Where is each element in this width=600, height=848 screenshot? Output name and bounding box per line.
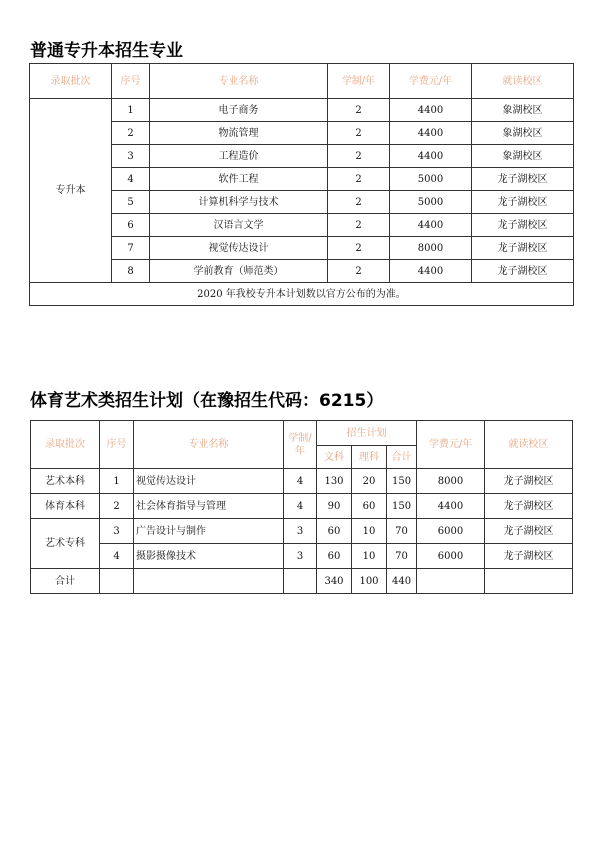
header-science: 理科 bbox=[352, 446, 387, 469]
undergrad-upgrade-table bbox=[29, 63, 574, 306]
header-major: 专业名称 bbox=[150, 64, 328, 99]
no-cell: 4 bbox=[112, 168, 150, 191]
duration-cell: 2 bbox=[328, 99, 390, 122]
sum-label: 合计 bbox=[31, 569, 100, 594]
fee-cell: 4400 bbox=[390, 145, 472, 168]
fee-cell: 6000 bbox=[417, 519, 485, 544]
duration-cell: 2 bbox=[328, 168, 390, 191]
table-row bbox=[30, 122, 574, 145]
empty-cell bbox=[284, 569, 317, 594]
campus-cell: 龙子湖校区 bbox=[472, 168, 574, 191]
campus-cell: 龙子湖校区 bbox=[472, 214, 574, 237]
table-row bbox=[30, 99, 574, 122]
table-row bbox=[30, 260, 574, 283]
header-duration: 学制/年 bbox=[328, 64, 390, 99]
major-cell: 学前教育（师范类） bbox=[150, 260, 328, 283]
total-cell: 70 bbox=[387, 544, 417, 569]
header-batch: 录取批次 bbox=[31, 421, 100, 469]
campus-cell: 龙子湖校区 bbox=[485, 519, 573, 544]
no-cell: 6 bbox=[112, 214, 150, 237]
duration-cell: 2 bbox=[328, 191, 390, 214]
fee-cell: 4400 bbox=[390, 260, 472, 283]
batch-cell: 艺术专科 bbox=[31, 519, 100, 569]
header-no: 序号 bbox=[100, 421, 134, 469]
table-row bbox=[30, 214, 574, 237]
arts-cell: 60 bbox=[317, 544, 352, 569]
header-fee: 学费元/年 bbox=[417, 421, 485, 469]
sports-art-table bbox=[30, 420, 573, 594]
major-cell: 视觉传达设计 bbox=[134, 469, 284, 494]
major-cell: 视觉传达设计 bbox=[150, 237, 328, 260]
duration-cell: 4 bbox=[284, 494, 317, 519]
fee-cell: 6000 bbox=[417, 544, 485, 569]
total-cell: 150 bbox=[387, 494, 417, 519]
major-cell: 社会体育指导与管理 bbox=[134, 494, 284, 519]
fee-cell: 8000 bbox=[390, 237, 472, 260]
empty-cell bbox=[417, 569, 485, 594]
duration-cell: 2 bbox=[328, 260, 390, 283]
fee-cell: 4400 bbox=[390, 99, 472, 122]
major-cell: 软件工程 bbox=[150, 168, 328, 191]
no-cell: 2 bbox=[112, 122, 150, 145]
duration-cell: 3 bbox=[284, 544, 317, 569]
empty-cell bbox=[100, 569, 134, 594]
campus-cell: 龙子湖校区 bbox=[472, 260, 574, 283]
table-row bbox=[30, 145, 574, 168]
major-cell: 摄影摄像技术 bbox=[134, 544, 284, 569]
major-cell: 广告设计与制作 bbox=[134, 519, 284, 544]
fee-cell: 5000 bbox=[390, 168, 472, 191]
duration-cell: 2 bbox=[328, 237, 390, 260]
campus-cell: 龙子湖校区 bbox=[472, 237, 574, 260]
table-row bbox=[31, 544, 573, 569]
table-row bbox=[31, 494, 573, 519]
note-row bbox=[30, 283, 574, 306]
science-cell: 60 bbox=[352, 494, 387, 519]
fee-cell: 8000 bbox=[417, 469, 485, 494]
no-cell: 4 bbox=[100, 544, 134, 569]
campus-cell: 龙子湖校区 bbox=[485, 494, 573, 519]
batch-cell: 艺术本科 bbox=[31, 469, 100, 494]
major-cell: 汉语言文学 bbox=[150, 214, 328, 237]
header-fee: 学费元/年 bbox=[390, 64, 472, 99]
science-cell: 10 bbox=[352, 544, 387, 569]
sum-row bbox=[31, 569, 573, 594]
no-cell: 2 bbox=[100, 494, 134, 519]
section2-title: 体育艺术类招生计划（在豫招生代码：6215） bbox=[30, 391, 384, 411]
table-header-row bbox=[31, 421, 573, 446]
science-cell: 20 bbox=[352, 469, 387, 494]
major-cell: 电子商务 bbox=[150, 99, 328, 122]
major-cell: 计算机科学与技术 bbox=[150, 191, 328, 214]
table-row bbox=[30, 191, 574, 214]
note-cell: 2020 年我校专升本计划数以官方公布的为准。 bbox=[30, 283, 574, 306]
header-major: 专业名称 bbox=[134, 421, 284, 469]
fee-cell: 4400 bbox=[390, 122, 472, 145]
no-cell: 3 bbox=[112, 145, 150, 168]
header-no: 序号 bbox=[112, 64, 150, 99]
table-row bbox=[31, 469, 573, 494]
campus-cell: 龙子湖校区 bbox=[485, 469, 573, 494]
total-cell: 150 bbox=[387, 469, 417, 494]
header-duration: 学制/年 bbox=[284, 421, 317, 469]
fee-cell: 5000 bbox=[390, 191, 472, 214]
no-cell: 1 bbox=[112, 99, 150, 122]
duration-cell: 2 bbox=[328, 214, 390, 237]
campus-cell: 象湖校区 bbox=[472, 145, 574, 168]
header-arts: 文科 bbox=[317, 446, 352, 469]
header-plan: 招生计划 bbox=[317, 421, 417, 446]
no-cell: 5 bbox=[112, 191, 150, 214]
duration-cell: 2 bbox=[328, 145, 390, 168]
no-cell: 3 bbox=[100, 519, 134, 544]
campus-cell: 龙子湖校区 bbox=[485, 544, 573, 569]
major-cell: 物流管理 bbox=[150, 122, 328, 145]
duration-cell: 2 bbox=[328, 122, 390, 145]
fee-cell: 4400 bbox=[417, 494, 485, 519]
header-total: 合计 bbox=[387, 446, 417, 469]
header-campus: 就读校区 bbox=[472, 64, 574, 99]
campus-cell: 象湖校区 bbox=[472, 122, 574, 145]
empty-cell bbox=[485, 569, 573, 594]
table-row bbox=[30, 237, 574, 260]
no-cell: 1 bbox=[100, 469, 134, 494]
duration-cell: 4 bbox=[284, 469, 317, 494]
sum-arts: 340 bbox=[317, 569, 352, 594]
header-campus: 就读校区 bbox=[485, 421, 573, 469]
batch-cell: 专升本 bbox=[30, 99, 112, 283]
total-cell: 70 bbox=[387, 519, 417, 544]
fee-cell: 4400 bbox=[390, 214, 472, 237]
header-batch: 录取批次 bbox=[30, 64, 112, 99]
duration-cell: 3 bbox=[284, 519, 317, 544]
science-cell: 10 bbox=[352, 519, 387, 544]
no-cell: 8 bbox=[112, 260, 150, 283]
major-cell: 工程造价 bbox=[150, 145, 328, 168]
section1-title: 普通专升本招生专业 bbox=[30, 41, 183, 61]
no-cell: 7 bbox=[112, 237, 150, 260]
arts-cell: 130 bbox=[317, 469, 352, 494]
campus-cell: 象湖校区 bbox=[472, 99, 574, 122]
arts-cell: 60 bbox=[317, 519, 352, 544]
table-row bbox=[30, 168, 574, 191]
sum-science: 100 bbox=[352, 569, 387, 594]
arts-cell: 90 bbox=[317, 494, 352, 519]
batch-cell: 体育本科 bbox=[31, 494, 100, 519]
table-row bbox=[31, 519, 573, 544]
campus-cell: 龙子湖校区 bbox=[472, 191, 574, 214]
table-header-row bbox=[30, 64, 574, 99]
empty-cell bbox=[134, 569, 284, 594]
sum-total: 440 bbox=[387, 569, 417, 594]
